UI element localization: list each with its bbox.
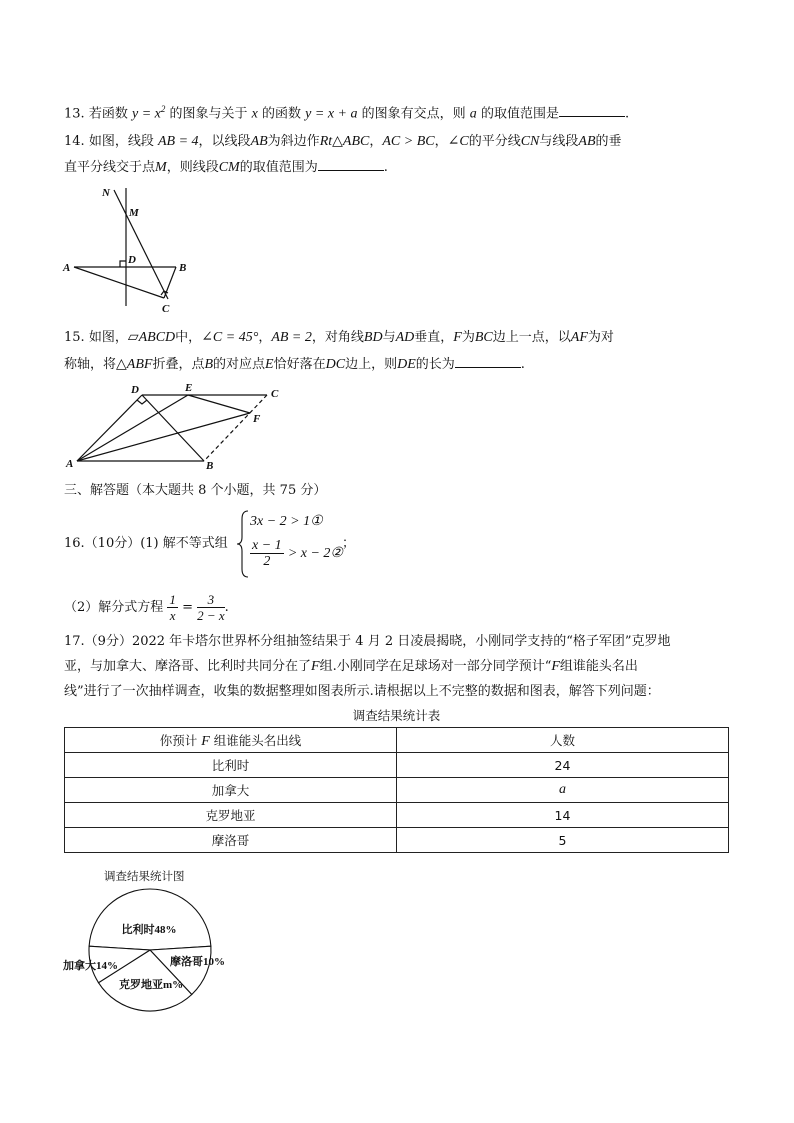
survey-table bbox=[64, 727, 729, 853]
q16-frac-left-num: 1 bbox=[169, 592, 176, 607]
q16-brace bbox=[236, 509, 250, 579]
q13-line bbox=[64, 100, 629, 123]
right-angle-mark-d bbox=[137, 400, 147, 404]
slice-label-canada: 加拿大14% bbox=[63, 960, 118, 972]
slice-label-belgium: 比利时48% bbox=[121, 924, 177, 936]
q15-math: BD bbox=[363, 330, 383, 345]
q17-line-3: 线”进行了一次抽样调查，收集的数据整理如图表所示.请根据以上不完整的数据和图表，解答下列问题： bbox=[64, 684, 660, 699]
q15-math: DC bbox=[325, 357, 346, 372]
q13-number: 13. bbox=[64, 106, 85, 122]
q13-func2: y = x + a bbox=[305, 106, 358, 122]
table-row bbox=[65, 753, 729, 778]
q14-end: . bbox=[383, 160, 388, 175]
header-count: 人数 bbox=[397, 728, 729, 753]
label-d: D bbox=[128, 254, 136, 266]
count-cell: 24 bbox=[397, 753, 729, 778]
q15-math: AF bbox=[570, 330, 588, 345]
label-e: E bbox=[185, 382, 193, 394]
q15-math: ▱ABCD bbox=[127, 330, 176, 345]
q17-text: 组.小刚同学在足球场对一部分同学预计“ bbox=[319, 659, 552, 674]
header-group: F bbox=[201, 733, 210, 749]
segment-ac bbox=[74, 267, 164, 298]
q16-inequality-2 bbox=[250, 538, 343, 569]
table-row bbox=[65, 778, 729, 803]
q16-equals: = bbox=[182, 600, 193, 615]
label-c: C bbox=[271, 388, 279, 400]
q15-text: 边上一点，以 bbox=[492, 330, 571, 345]
q13-var-a: a bbox=[469, 106, 477, 122]
q16-label: 16.（10分）(1) 解不等式组 bbox=[64, 536, 228, 551]
q15-text: 的对应点 bbox=[213, 357, 266, 372]
q15-text: 边上，则 bbox=[345, 357, 398, 372]
q17-line-1: 17.（9分）2022 年卡塔尔世界杯分组抽签结果于 4 月 2 日凌晨揭晓，小刚同学支持的“格子军团”克罗地 bbox=[64, 634, 671, 649]
q15-line-1 bbox=[64, 329, 614, 347]
q15-math: E bbox=[265, 357, 274, 372]
count-cell: 14 bbox=[397, 803, 729, 828]
q14-math: CN bbox=[520, 134, 540, 149]
q15-text: ，对角线 bbox=[311, 330, 364, 345]
q14-math: AC > BC bbox=[382, 134, 435, 149]
segment-ef bbox=[188, 395, 250, 413]
q14-math: AB = 4 bbox=[157, 134, 199, 149]
q14-text: 的垂 bbox=[595, 134, 622, 149]
count-cell: 5 bbox=[397, 828, 729, 853]
segment-af bbox=[77, 413, 250, 461]
q14-answer-blank[interactable] bbox=[318, 158, 384, 171]
q13-text: 的函数 bbox=[262, 106, 302, 122]
q16-frac-right-den: 2 − x bbox=[197, 608, 225, 623]
q14-math: M bbox=[155, 160, 167, 175]
q16-semicolon: ； bbox=[342, 536, 356, 551]
q17-group: F bbox=[551, 659, 560, 674]
q14-line-1 bbox=[64, 133, 622, 151]
header-text: 组谁能头名出线 bbox=[213, 732, 302, 748]
q14-figure bbox=[60, 180, 200, 320]
q14-text: ， bbox=[369, 134, 383, 149]
slice-label-morocco: 摩洛哥10% bbox=[170, 956, 225, 968]
header-text: 你预计 bbox=[159, 732, 198, 748]
slice-label-croatia: 克罗地亚m% bbox=[119, 979, 184, 991]
q15-math: AB = 2 bbox=[271, 330, 312, 345]
q15-math: BC bbox=[474, 330, 493, 345]
q14-text: 与线段 bbox=[539, 134, 579, 149]
q13-text: 若函数 bbox=[88, 106, 128, 122]
side-bc-dashed bbox=[204, 395, 267, 461]
q15-math: AD bbox=[395, 330, 415, 345]
q15-text: 恰好落在 bbox=[273, 357, 326, 372]
segment-bc bbox=[164, 267, 176, 298]
q13-answer-blank[interactable] bbox=[559, 104, 625, 117]
q14-math: AB bbox=[578, 134, 596, 149]
q15-text: 垂直， bbox=[414, 330, 454, 345]
q14-text: ，以线段 bbox=[198, 134, 251, 149]
q15-math: B bbox=[204, 357, 214, 372]
team-cell: 摩洛哥 bbox=[65, 828, 397, 853]
q13-exponent: 2 bbox=[160, 104, 166, 114]
label-n: N bbox=[102, 187, 110, 199]
header-team bbox=[65, 728, 397, 753]
q15-text: 为对 bbox=[587, 330, 614, 345]
table-row bbox=[65, 828, 729, 853]
q16-text: （2）解分式方程 bbox=[64, 600, 164, 615]
q13-end: . bbox=[624, 106, 630, 122]
pie-slices bbox=[89, 889, 211, 1011]
q15-text: 中， bbox=[175, 330, 202, 345]
q14-math: ∠C bbox=[447, 134, 469, 149]
q15-math: △ABF bbox=[116, 357, 153, 372]
q15-line-2 bbox=[64, 355, 525, 374]
q13-text: 的取值范围是 bbox=[480, 106, 559, 122]
q15-figure bbox=[62, 380, 292, 472]
q16-end: . bbox=[224, 600, 229, 615]
pie-chart bbox=[55, 880, 255, 1020]
q14-text: 如图，线段 bbox=[88, 134, 154, 149]
q14-line-2 bbox=[64, 158, 388, 177]
team-cell: 克罗地亚 bbox=[65, 803, 397, 828]
q15-math: F bbox=[453, 330, 462, 345]
q15-end: . bbox=[520, 357, 525, 372]
q16-inequality-1 bbox=[250, 513, 323, 530]
label-b: B bbox=[179, 262, 187, 274]
label-d: D bbox=[131, 384, 139, 396]
q14-text: ，则线段 bbox=[166, 160, 219, 175]
count-cell: a bbox=[397, 778, 729, 803]
q15-text: 如图， bbox=[88, 330, 128, 345]
team-cell: 加拿大 bbox=[65, 778, 397, 803]
q14-text: 的平分线 bbox=[468, 134, 521, 149]
angle-bisector-cn bbox=[114, 190, 168, 299]
q15-math: ∠C = 45° bbox=[201, 330, 259, 345]
q15-text: ， bbox=[258, 330, 272, 345]
label-b: B bbox=[206, 460, 214, 472]
q16-row2: > x − 2② bbox=[287, 546, 343, 561]
q14-text: 直平分线交于点 bbox=[64, 160, 156, 175]
q16-frac-left-den: x bbox=[169, 608, 176, 623]
q17-text: 亚，与加拿大、摩洛哥、比利时共同分在了 bbox=[64, 659, 312, 674]
right-angle-mark-d bbox=[120, 261, 126, 267]
table-header-row bbox=[65, 728, 729, 753]
q17-group: F bbox=[311, 659, 320, 674]
q15-text: 折叠，点 bbox=[152, 357, 205, 372]
q15-number: 15. bbox=[64, 330, 85, 345]
q16-part2 bbox=[64, 592, 229, 623]
q13-var-x: x bbox=[251, 106, 258, 122]
section-heading: 三、解答题（本大题共 8 个小题，共 75 分） bbox=[64, 483, 327, 498]
q15-text: 的长为 bbox=[415, 357, 455, 372]
q15-text: 为 bbox=[461, 330, 475, 345]
table-row bbox=[65, 803, 729, 828]
q16-frac-den: 2 bbox=[263, 554, 271, 569]
label-a: A bbox=[66, 458, 74, 470]
q14-math: CM bbox=[218, 160, 240, 175]
label-m: M bbox=[129, 207, 139, 219]
q14-text: ， bbox=[434, 134, 448, 149]
q15-answer-blank[interactable] bbox=[455, 355, 521, 368]
q14-text: 为斜边作 bbox=[267, 134, 320, 149]
q17-line-2 bbox=[64, 658, 638, 676]
q14-number: 14. bbox=[64, 134, 85, 149]
q14-math: Rt△ABC bbox=[319, 134, 370, 149]
q13-text: 的图象有交点，则 bbox=[361, 106, 466, 122]
label-c: C bbox=[162, 303, 170, 315]
q13-text: 的图象与关于 bbox=[169, 106, 248, 122]
pie-chart-title: 调查结果统计图 bbox=[104, 869, 185, 883]
q17-text: 组谁能头名出 bbox=[559, 659, 638, 674]
team-cell: 比利时 bbox=[65, 753, 397, 778]
q16-frac-right-num: 3 bbox=[197, 592, 225, 608]
q16-fraction bbox=[250, 538, 284, 569]
label-f: F bbox=[253, 413, 261, 425]
table-caption: 调查结果统计表 bbox=[352, 708, 441, 723]
q15-text: 称轴，将 bbox=[64, 357, 117, 372]
q13-func1: y = x bbox=[131, 106, 161, 122]
q16-frac-left bbox=[167, 592, 178, 623]
q16-frac-num: x − 1 bbox=[252, 538, 282, 553]
q14-math: AB bbox=[250, 134, 268, 149]
q15-text: 与 bbox=[382, 330, 396, 345]
q16-row1: 3x − 2 > 1① bbox=[250, 514, 323, 529]
q15-math: DE bbox=[397, 357, 416, 372]
q16-frac-right bbox=[197, 592, 225, 623]
q14-text: 的取值范围为 bbox=[239, 160, 318, 175]
label-a: A bbox=[63, 262, 71, 274]
slice-belgium bbox=[89, 889, 211, 950]
